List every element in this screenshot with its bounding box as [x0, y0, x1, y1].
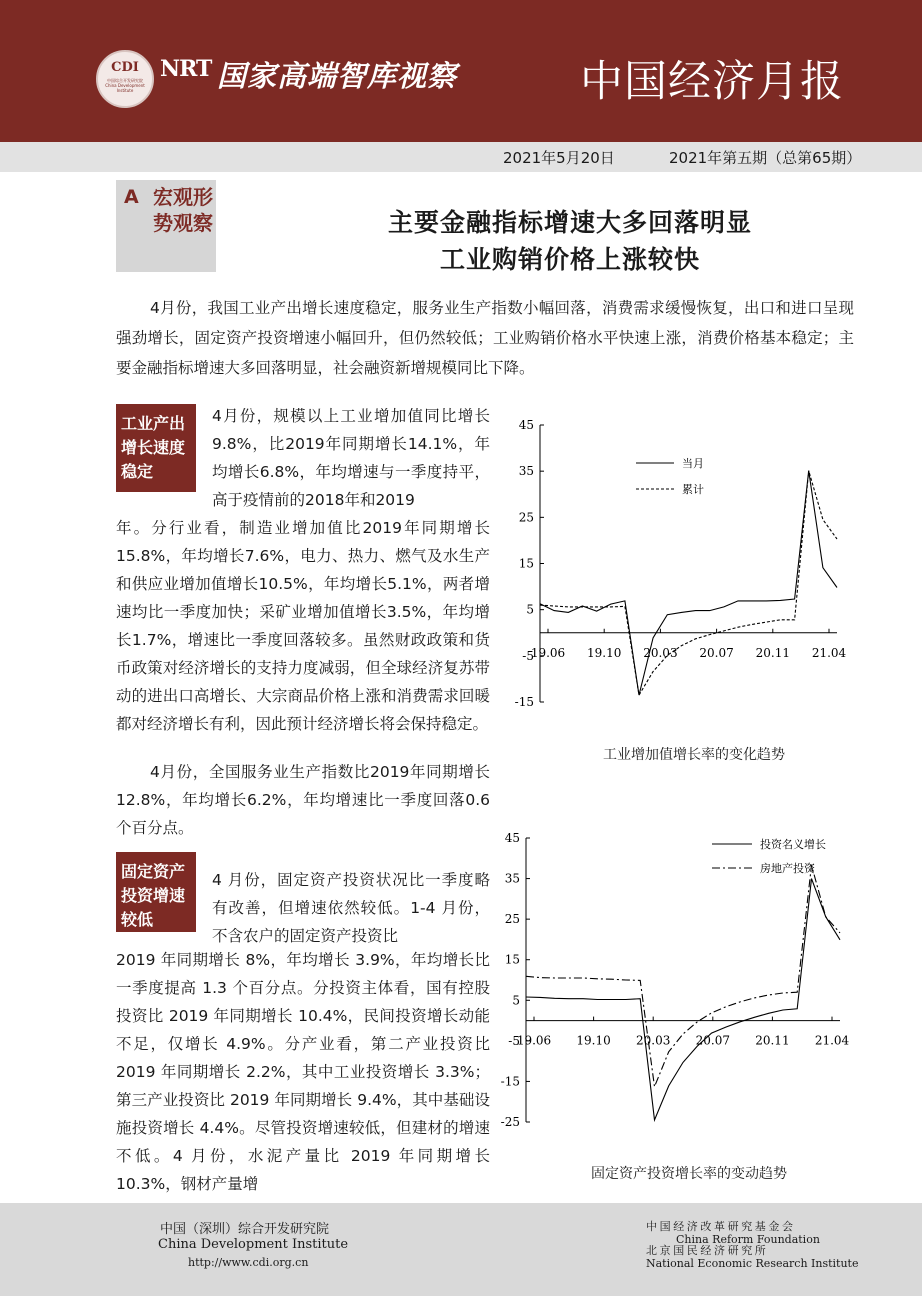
y-tick-label: 5	[526, 602, 534, 617]
footer-crf-name-en: China Reform Foundation	[676, 1233, 820, 1246]
y-tick-label: 5	[512, 993, 520, 1008]
y-tick-label: 35	[504, 871, 520, 886]
cdi-logo	[96, 50, 154, 108]
y-tick-label: 35	[518, 464, 534, 479]
y-tick-label: 25	[504, 912, 520, 927]
side-tag-fixed-investment: 固定资产投资增速较低	[116, 852, 196, 932]
footer-cdi-name-en: China Development Institute	[158, 1237, 349, 1252]
y-tick-label: -25	[500, 1115, 520, 1129]
headline-line1: 主要金融指标增速大多回落明显	[387, 208, 752, 237]
side-tag-industrial-output: 工业产出增长速度稳定	[116, 404, 196, 492]
x-tick-label: 20.07	[695, 1033, 730, 1048]
nrt-logo: NRT	[160, 56, 212, 82]
issue-number: 2021年第五期（总第65期）	[669, 149, 862, 167]
footer-cdi-name-cn: 中国（深圳）综合开发研究院	[160, 1222, 330, 1237]
fixed-investment-text: 2019 年同期增长 8%，年均增长 3.9%，年均增长比一季度提高 1.3 个百分点。分投资主体看，国有控股投资比 2019 年同期增长 10.4%，民间投资增长动能不足，仅增长 4.9%。分产业看，第二产业投资比 2019 年同期增长 2.2%，其中工业投资增长 3.3%；第三产业投资比 2019 年同期增长 9.4%，其中基础设施投资增长 4.4%。尽管投资增速较低，但建材的增速不低。4 月份，水泥产量比 2019 年同期增长 10.3%，钢材产量增	[116, 951, 490, 1193]
y-tick-label: -15	[514, 695, 534, 709]
y-tick-label: 15	[518, 556, 534, 571]
series-line-2	[526, 865, 840, 1086]
legend-label-2: 房地产投资	[760, 862, 815, 875]
section-letter: A	[124, 186, 139, 208]
x-tick-label: 20.07	[699, 645, 734, 660]
industrial-growth-chart	[500, 412, 860, 712]
x-tick-label: 20.11	[755, 645, 790, 660]
x-tick-label: 21.04	[811, 645, 847, 660]
footer-bar	[0, 1203, 922, 1296]
x-tick-label: 21.04	[814, 1033, 850, 1048]
industrial-output-text: 年。分行业看，制造业增加值比2019年同期增长15.8%，年均增长7.6%，电力、热力、燃气及水生产和供应业增加值增长10.5%，年均增长5.1%，两者增速均比一季度加快；采矿业增加值增长3.5%，年均增长1.7%，增速比一季度回落较多。虽然财政政策和货币政策对经济增长的支持力度减弱，但全球经济复苏带动的进出口高增长、大宗商品价格上涨和消费需求回暖都对经济增长有利，因此预计经济增长将会保持稳定。	[116, 519, 490, 733]
y-tick-label: 45	[518, 418, 534, 432]
footer-cdi-url[interactable]: http://www.cdi.org.cn	[188, 1256, 309, 1269]
footer-neri-name-en: National Economic Research Institute	[646, 1257, 859, 1270]
intro-paragraph: 4月份，我国工业产出增长速度稳定，服务业生产指数小幅回落，消费需求缓慢恢复，出口和进口呈现强劲增长，固定资产投资增速小幅回升，但仍然较低；工业购销价格水平快速上涨，消费价格基本稳定；主要金融指标增速大多回落明显，社会融资新增规模同比下降。	[116, 299, 854, 377]
series-line-1	[540, 471, 837, 695]
x-tick-label: 19.10	[587, 645, 622, 660]
x-tick-label: 19.06	[516, 1033, 552, 1048]
footer-neri-name-cn: 北京国民经济研究所	[646, 1244, 769, 1257]
x-tick-label: 19.06	[530, 645, 566, 660]
y-tick-label: -5	[522, 648, 534, 663]
fixed-investment-text-wrap: 4 月份，固定资产投资状况比一季度略有改善，但增速依然较低。1-4 月份，不含农户的固定资产投资比	[212, 871, 490, 945]
issue-date: 2021年5月20日	[503, 149, 615, 167]
legend-label-1: 当月	[682, 457, 704, 470]
chart2-title: 固定资产投资增长率的变动趋势	[591, 1166, 787, 1182]
x-tick-label: 20.03	[643, 645, 678, 660]
x-tick-label: 19.10	[576, 1033, 611, 1048]
legend-label-2: 累计	[682, 483, 704, 496]
report-title: 中国经济月报	[580, 57, 844, 107]
series-line-2	[540, 471, 837, 695]
y-tick-label: 15	[504, 952, 520, 967]
logo-subtext: 中国综合开发研究院 China Development Institute	[105, 78, 145, 93]
y-tick-label: 25	[518, 510, 534, 525]
calligraphy-title: 国家高端智库视察	[217, 59, 458, 93]
logo-text: CDI	[111, 60, 139, 75]
services-index-paragraph: 4月份，全国服务业生产指数比2019年同期增长12.8%，年均增长6.2%，年均增速比一季度回落0.6个百分点。	[116, 763, 490, 837]
footer-crf-name-cn: 中国经济改革研究基金会	[646, 1220, 796, 1233]
x-tick-label: 20.11	[755, 1033, 790, 1048]
headline-line2: 工业购销价格上涨较快	[439, 245, 700, 274]
y-tick-label: -15	[500, 1074, 520, 1089]
legend-label-1: 投资名义增长	[760, 838, 826, 851]
fixed-investment-chart	[500, 826, 870, 1136]
y-tick-label: -5	[508, 1033, 520, 1048]
section-name: 宏观形势观察	[153, 185, 213, 235]
industrial-output-text-wrap: 4月份，规模以上工业增加值同比增长9.8%，比2019年同期增长14.1%，年均增长6.8%，年均增速与一季度持平，高于疫情前的2018年和2019	[212, 407, 490, 509]
chart1-title: 工业增加值增长率的变化趋势	[603, 747, 785, 763]
x-tick-label: 20.03	[636, 1033, 671, 1048]
y-tick-label: 45	[504, 831, 520, 845]
series-line-1	[526, 879, 840, 1120]
